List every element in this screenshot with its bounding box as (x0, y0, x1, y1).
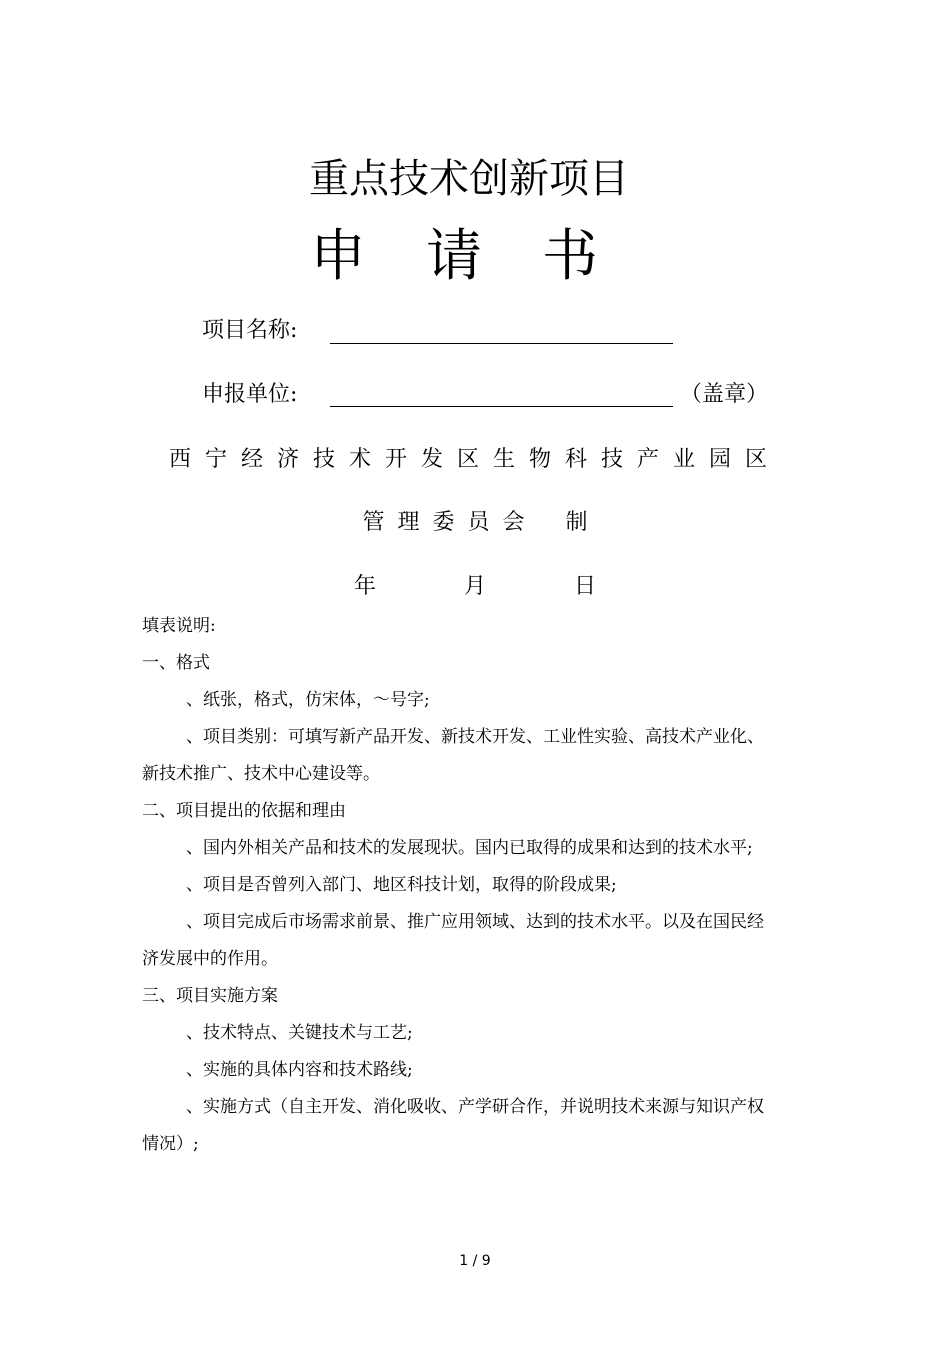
project-name-label: 项目名称: (202, 318, 298, 343)
date-line (0, 572, 950, 602)
section-heading: 一、格式 (142, 653, 210, 673)
instructions (142, 608, 772, 1163)
instruction-item: 、纸张，格式，仿宋体，～号字; (186, 690, 430, 710)
document-subtitle: 申请书 (310, 224, 658, 289)
instruction-item: 、项目类别：可填写新产品开发、新技术开发、工业性实验、高技术产业化、新技术推广、技术中心建设等。 (142, 727, 764, 784)
section-heading: 二、项目提出的依据和理由 (142, 801, 346, 821)
date-month: 月 (463, 574, 486, 599)
issuer-line1: 西宁经济技术开发区生物科技产业园区 (168, 447, 781, 472)
document-title: 重点技术创新项目 (309, 156, 629, 202)
date-day: 日 (574, 574, 597, 599)
page-number: 1 / 9 (459, 1253, 491, 1269)
issuer-line2 (0, 508, 950, 538)
instruction-item: 、项目完成后市场需求前景、推广应用领域、达到的技术水平。以及在国民经济发展中的作用。 (142, 912, 764, 969)
instruction-item: 、技术特点、关键技术与工艺; (186, 1023, 413, 1043)
date-year: 年 (353, 574, 376, 599)
instruction-item: 、实施的具体内容和技术路线; (186, 1060, 413, 1080)
instruction-item: 、项目是否曾列入部门、地区科技计划，取得的阶段成果; (186, 875, 617, 895)
unit-line (330, 406, 673, 407)
section-heading: 三、项目实施方案 (142, 986, 278, 1006)
seal-note: （盖章） (680, 382, 769, 407)
instructions-heading: 填表说明: (142, 616, 216, 636)
issuer-made-by: 制 (565, 510, 588, 535)
unit-label: 申报单位: (202, 382, 298, 407)
issuer-committee: 管理委员会 (362, 510, 538, 535)
instruction-item: 、实施方式（自主开发、消化吸收、产学研合作，并说明技术来源与知识产权情况）; (142, 1097, 764, 1154)
instruction-item: 、国内外相关产品和技术的发展现状。国内已取得的成果和达到的技术水平; (186, 838, 753, 858)
project-name-line (330, 343, 673, 344)
